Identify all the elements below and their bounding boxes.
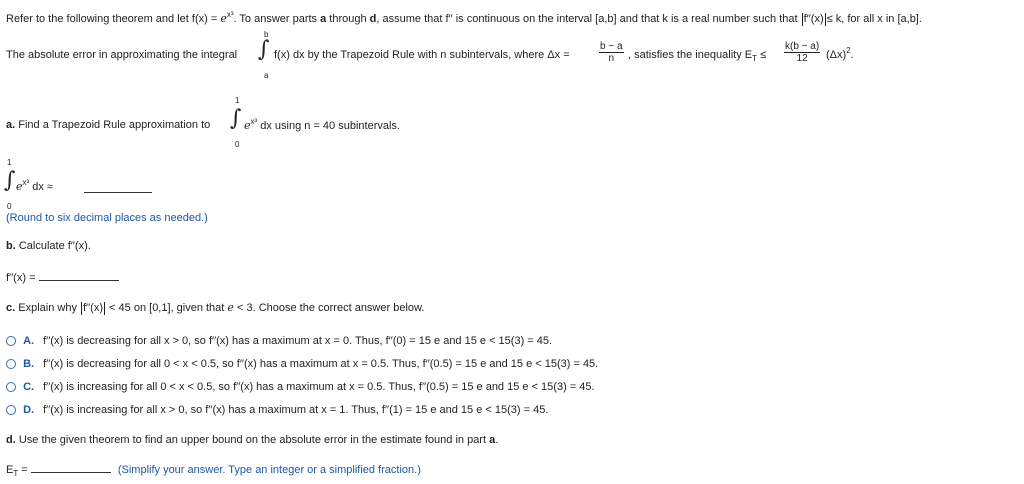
part-d-answer-input[interactable]: [31, 462, 111, 473]
subscript: T: [13, 469, 19, 478]
part-d-text: .: [495, 434, 499, 446]
intro-line-1: [6, 12, 922, 26]
intro-text: f(x) dx by the Trapezoid Rule with n subintervals, where Δx =: [274, 49, 570, 61]
error-denominator: 12: [796, 53, 808, 64]
intro-text-e: [826, 46, 854, 61]
part-d-text: Use the given theorem to find an upper bound on the absolute error in the estimate found in part: [15, 434, 490, 446]
part-c-text: < 3. Choose the correct answer below.: [233, 302, 425, 314]
intro-text: , satisfies the inequality E: [628, 49, 753, 61]
part-d-bold: a: [489, 434, 496, 446]
error-fraction: [784, 41, 820, 64]
radio-button[interactable]: [6, 359, 16, 369]
choice-letter: A.: [23, 335, 35, 347]
part-d-hint: (Simplify your answer. Type an integer or a simplified fraction.): [117, 464, 421, 476]
intro-text-b: [274, 49, 570, 61]
e-symbol: e: [16, 180, 23, 193]
part-b-answer-input[interactable]: [39, 270, 119, 281]
intro-text: , assume that f′′ is continuous on the interval [a,b] and that k is a real number such that: [376, 13, 801, 25]
part-a-answer-input[interactable]: [84, 182, 152, 193]
intro-text-c: [628, 49, 766, 61]
exponent: x³: [22, 178, 30, 187]
radio-button[interactable]: [6, 405, 16, 415]
dx-fraction: [599, 41, 624, 64]
integral-lower-limit: 0: [235, 140, 240, 149]
choice-b[interactable]: [6, 358, 598, 370]
part-c-text: f′′(x): [83, 302, 104, 314]
dx-numerator: b − a: [600, 41, 623, 52]
choice-d[interactable]: [6, 404, 548, 416]
part-a-text: dx using n = 40 subintervals.: [260, 120, 400, 132]
abs-bar: [104, 302, 105, 315]
part-c-label: c.: [6, 302, 16, 314]
choice-letter: B.: [23, 358, 35, 370]
intro-bold-a: a: [320, 13, 327, 25]
part-b-prompt: [6, 240, 91, 252]
part-c-text: < 45 on [0,1], given that: [106, 302, 228, 314]
part-b-lhs: f′′(x) =: [6, 272, 36, 284]
intro-text: ≤ k, for all x in [a,b].: [826, 13, 922, 25]
exponent: x³: [226, 10, 234, 19]
abs-bar: [81, 302, 82, 315]
part-b-answer-row: [6, 270, 119, 284]
part-d-prompt: [6, 434, 498, 446]
intro-text: . To answer parts: [233, 13, 321, 25]
part-b-text: Calculate f′′(x).: [15, 240, 91, 252]
part-d-answer-row: [6, 462, 421, 476]
radio-button[interactable]: [6, 336, 16, 346]
radio-button[interactable]: [6, 382, 16, 392]
integral-lower-limit: a: [264, 71, 269, 80]
exponent: x³: [250, 117, 258, 126]
abs-bar: [802, 13, 803, 26]
error-numerator: k(b − a): [785, 41, 820, 52]
integral-upper-limit: 1: [7, 158, 12, 167]
part-a-hint: (Round to six decimal places as needed.): [6, 212, 208, 224]
dx-denominator: n: [608, 53, 615, 64]
part-c-prompt: [6, 301, 424, 315]
intro-text: ≤: [757, 49, 767, 61]
integral-sign: ∫: [258, 37, 270, 62]
e-symbol: e: [220, 12, 227, 25]
choice-text: f′′(x) is decreasing for all 0 < x < 0.5, so f′′(x) has a maximum at x = 0.5. Thus, f′′(0.5) = 15 e and 15 e < 15(3) = 45.: [43, 358, 599, 370]
choice-text: f′′(x) is increasing for all x > 0, so f′′(x) has a maximum at x = 1. Thus, f′′(1) = 15 e and 15 e < 15(3) = 45.: [43, 404, 549, 416]
part-d-lhs: E: [6, 464, 14, 476]
subscript: T: [752, 54, 758, 63]
integral-sign: ∫: [230, 106, 242, 131]
intro-bold-d: d: [369, 13, 377, 25]
choice-c[interactable]: [6, 381, 595, 393]
intro-text: through: [326, 13, 370, 25]
part-a-text: Find a Trapezoid Rule approximation to: [15, 119, 211, 131]
e-symbol: e: [244, 119, 251, 132]
choice-text: f′′(x) is increasing for all 0 < x < 0.5, so f′′(x) has a maximum at x = 0.5. Thus, f′′(0.5) = 15 e and 15 e < 15(3) = 45.: [43, 381, 595, 393]
abs-bar: [825, 13, 826, 26]
answer-dx-label: dx ≈: [32, 181, 53, 193]
part-c-text: Explain why: [15, 302, 80, 314]
part-b-label: b.: [6, 240, 16, 252]
choice-letter: D.: [23, 404, 35, 416]
intro-text: f′′(x): [803, 13, 824, 25]
intro-text: .: [850, 49, 854, 61]
choice-text: f′′(x) is decreasing for all x > 0, so f′′(x) has a maximum at x = 0. Thus, f′′(0) = 15 e and 15 e < 15(3) = 45.: [43, 335, 553, 347]
exponent: 2: [846, 46, 851, 55]
intro-text: The absolute error in approximating the integral: [6, 49, 238, 61]
part-d-label: d.: [6, 434, 16, 446]
e-symbol: e: [227, 301, 234, 314]
choice-letter: C.: [23, 381, 35, 393]
intro-text: Refer to the following theorem and let f(x) =: [6, 13, 221, 25]
choice-a[interactable]: [6, 335, 552, 347]
part-d-eq: =: [18, 464, 28, 476]
integral-upper-limit: b: [264, 30, 269, 39]
part-a-label: a.: [6, 119, 16, 131]
intro-text: (Δx): [826, 49, 847, 61]
integral-sign: ∫: [4, 168, 16, 193]
integral-lower-limit: 0: [7, 202, 12, 211]
integral-upper-limit: 1: [235, 96, 240, 105]
